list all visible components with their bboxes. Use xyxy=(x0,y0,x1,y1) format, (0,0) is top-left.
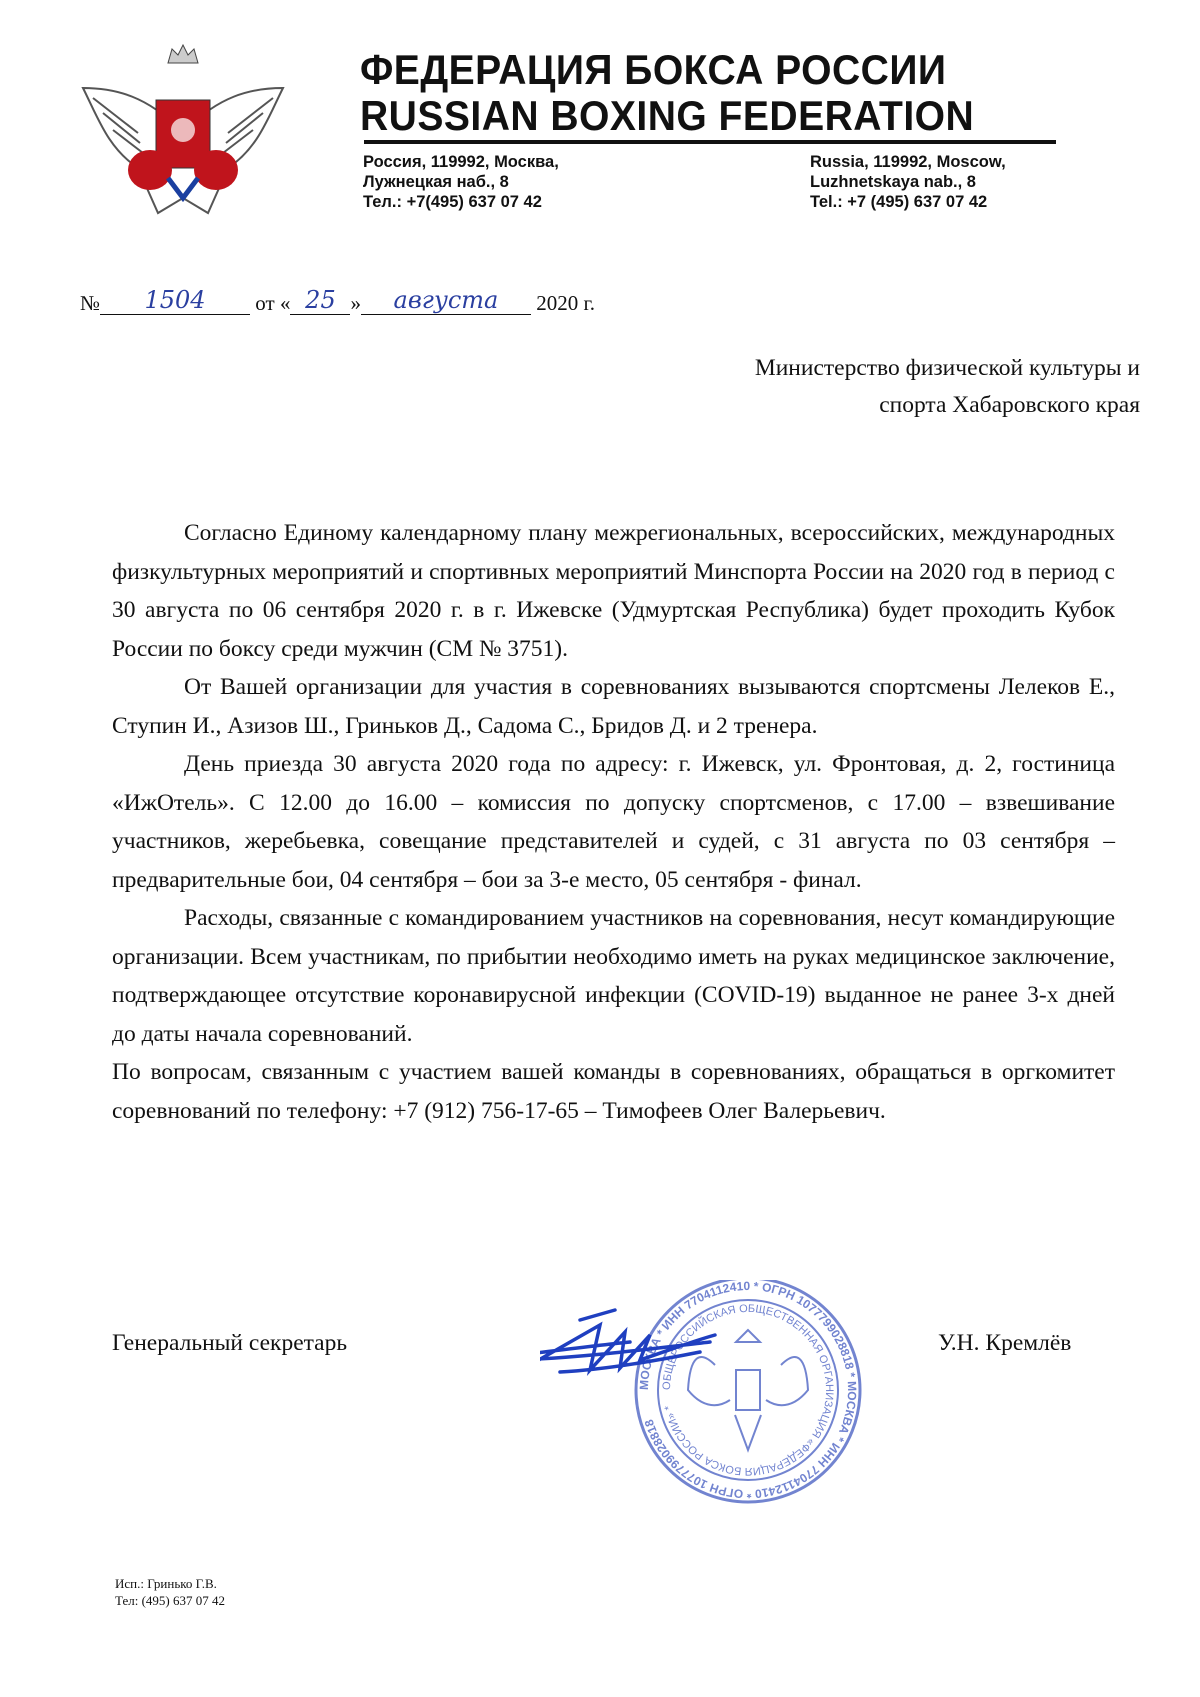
executor-phone: Тел: (495) 637 07 42 xyxy=(115,1593,225,1608)
address-ru xyxy=(363,152,559,212)
paragraph: День приезда 30 августа 2020 года по адресу: г. Ижевск, ул. Фронтовая, д. 2, гостиница «ИжОтель». С 12.00 до 16.00 – комиссия по допуску спортсменов, с 17.00 – взвешивание участников, жеребьевка, совещание представителей и судей, с 31 августа по 03 сентября – предварительные бои, 04 сентября – бои за 3-е место, 05 сентября - финал. xyxy=(112,751,1115,893)
executor: Исп.: Гринько Г.В. xyxy=(115,1576,217,1591)
addressee xyxy=(755,350,1140,424)
letter-body xyxy=(112,514,1115,1130)
address-line: Russia, 119992, Moscow, xyxy=(810,153,1006,171)
letterhead-title-en: RUSSIAN BOXING FEDERATION xyxy=(360,92,975,139)
paragraph: От Вашей организации для участия в соревнованиях вызываются спортсмены Лелеков Е., Ступин И., Азизов Ш., Гриньков Д., Садома С., Бридов Д. и 2 тренера. xyxy=(112,674,1115,739)
federation-logo xyxy=(78,38,288,223)
address-en xyxy=(810,152,1006,212)
address-line: Luzhnetskaya nab., 8 xyxy=(810,173,976,191)
address-line: Тел.: +7(495) 637 07 42 xyxy=(363,193,542,211)
paragraph: По вопросам, связанным с участием вашей команды в соревнованиях, обращаться в оргкомитет соревнований по телефону: +7 (912) 756-17-65 – Тимофеев Олег Валерьевич. xyxy=(112,1059,1115,1124)
paragraph: Согласно Единому календарному плану межрегиональных, всероссийских, международных физкультурных мероприятий и спортивных мероприятий Минспорта России на 2020 год в период с 30 августа по 06 сентября 2020 г. в г. Ижевске (Удмуртская Республика) будет проходить Кубок России по боксу среди мужчин (СМ № 3751). xyxy=(112,520,1115,662)
letterhead-divider xyxy=(364,140,1056,144)
footer xyxy=(115,1575,225,1609)
addressee-line: спорта Хабаровского края xyxy=(879,392,1140,418)
address-line: Лужнецкая наб., 8 xyxy=(363,173,509,191)
letterhead-title-ru: ФЕДЕРАЦИЯ БОКСА РОССИИ xyxy=(360,46,947,93)
signatory-title: Генеральный секретарь xyxy=(112,1330,348,1356)
addressee-line: Министерство физической культуры и xyxy=(754,355,1140,381)
date-year: 2020 г. xyxy=(536,291,595,315)
address-line: Россия, 119992, Москва, xyxy=(363,153,559,171)
quote-mark: » xyxy=(350,291,361,315)
date-day: 25 xyxy=(290,286,350,315)
registration-line xyxy=(80,288,595,317)
address-line: Tel.: +7 (495) 637 07 42 xyxy=(810,193,988,211)
number-label: № xyxy=(80,291,101,315)
paragraph: Расходы, связанные с командированием участников на соревнования, несут командирующие организации. Всем участникам, по прибытии необходимо иметь на руках медицинское заключение, подтверждающее отсутствие коронавирусной инфекции (COVID-19) выданное не ранее 3-х дней до даты начала соревнований. xyxy=(112,905,1115,1047)
svg-text:ОБЩЕРОССИЙСКАЯ ОБЩЕСТВЕННАЯ ОР: ОБЩЕРОССИЙСКАЯ ОБЩЕСТВЕННАЯ ОРГАНИЗАЦИЯ «ФЕДЕРАЦИЯ БОКСА РОССИИ» * xyxy=(660,1302,836,1478)
registration-number: 1504 xyxy=(100,286,250,315)
signature-and-stamp xyxy=(540,1280,940,1520)
svg-text:МОСКВА * ИНН 7704112410 * ОГРН: МОСКВА * ИНН 7704112410 * ОГРН 1077799028818 * МОСКВА * ИНН 7704112410 * ОГРН 1077799028818 xyxy=(636,1280,860,1502)
date-label: от « xyxy=(255,291,291,315)
date-month: августа xyxy=(361,286,531,315)
signatory-name: У.Н. Кремлёв xyxy=(938,1330,1072,1356)
